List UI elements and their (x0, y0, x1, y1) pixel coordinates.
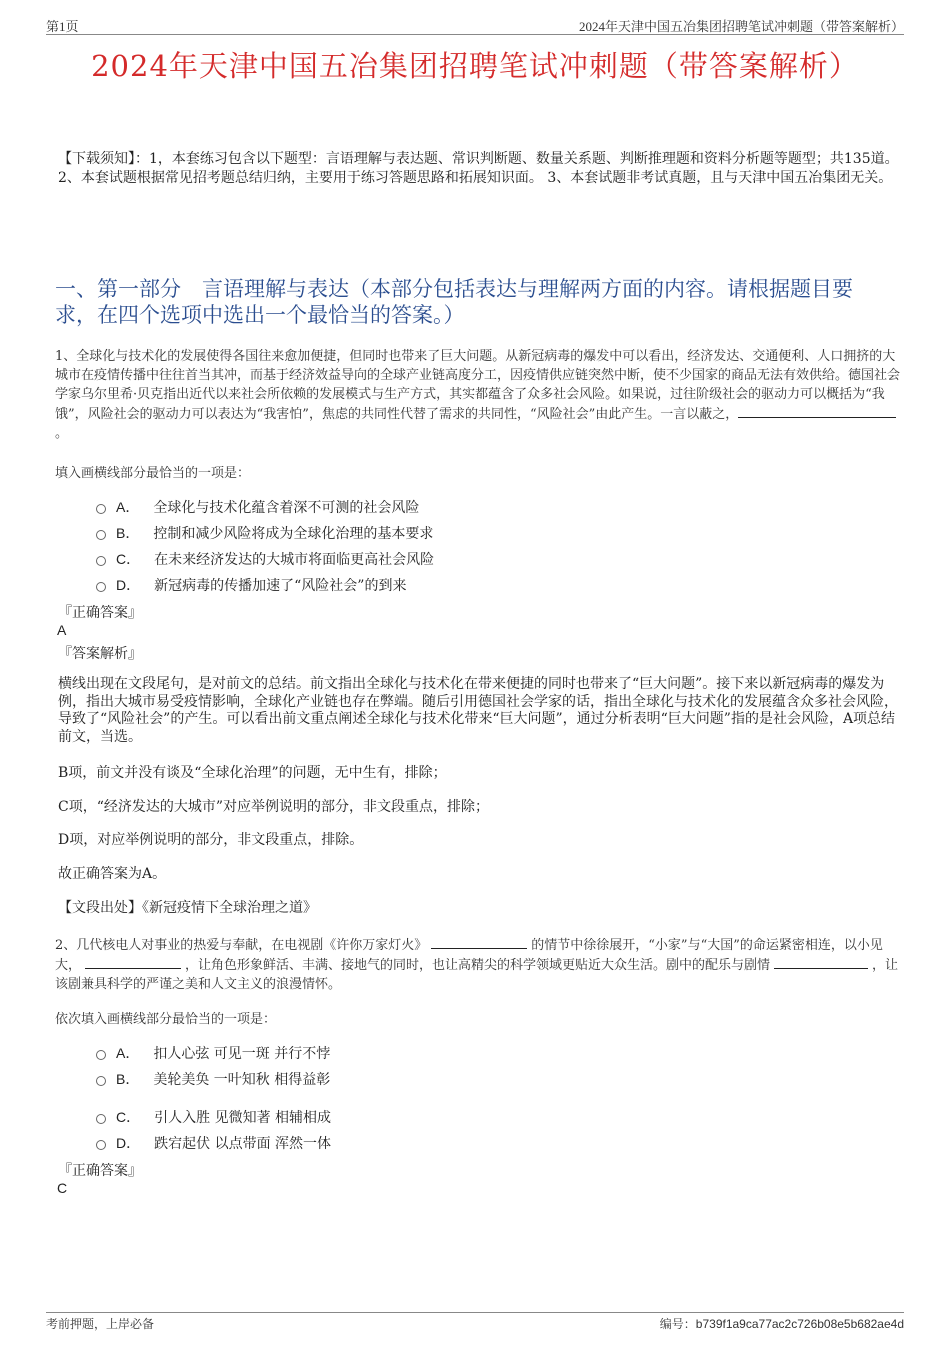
fill-blank (738, 404, 896, 418)
footer-slogan: 考前押题，上岸必备 (46, 1317, 155, 1331)
option-a[interactable]: A． 全球化与技术化蕴含着深不可测的社会风险 (96, 497, 419, 517)
page-footer (46, 1312, 904, 1333)
analysis-source: 【文段出处】《新冠疫情下全球治理之道》 (58, 900, 317, 916)
option-c[interactable]: C． 在未来经济发达的大城市将面临更高社会风险 (96, 549, 434, 569)
option-c[interactable]: C． 引人入胜 见微知著 相辅相成 (96, 1107, 331, 1127)
question-1-end: 。 (55, 426, 69, 441)
document-title: 2024年天津中国五冶集团招聘笔试冲刺题（带答案解析） (91, 49, 859, 83)
correct-answer: A (57, 622, 67, 638)
analysis-option-d: D项，对应举例说明的部分，非文段重点，排除。 (58, 832, 364, 848)
radio-icon[interactable] (96, 582, 106, 592)
radio-icon[interactable] (96, 504, 106, 514)
radio-icon[interactable] (96, 530, 106, 540)
header-title: 2024年天津中国五冶集团招聘笔试冲刺题（带答案解析） (578, 19, 904, 34)
download-notice: 【下载须知】：1，本套练习包含以下题型：言语理解与表达题、常识判断题、数量关系题、判断推理题和资料分析题等题型；共135道。 2、本套试题根据常见招考题总结归纳，主要用于练习答题思路和拓展知识面。 3、本套试题非考试真题，且与天津中国五冶集团无关。 (58, 151, 899, 186)
question-1-prompt: 填入画横线部分最恰当的一项是： (55, 466, 251, 481)
question-2-prompt: 依次填入画横线部分最恰当的一项是： (55, 1012, 277, 1027)
question-2-stem: 2、几代核电人对事业的热爱与奉献，在电视剧《许你万家灯火》 的情节中徐徐展开，“小家”与“大国”的命运紧密相连，以小见大， ，让角色形象鲜活、丰满、接地气的同时，也让高精尖的科学领域更贴近大众生活。剧中的配乐与剧情 ，让该剧兼具科学的严谨之美和人文主义的浪漫情怀。 (55, 935, 902, 994)
option-b[interactable]: B． 控制和减少风险将成为全球化治理的基本要求 (96, 523, 433, 543)
fill-blank (85, 955, 181, 969)
option-b[interactable]: B． 美轮美奂 一叶知秋 相得益彰 (96, 1069, 330, 1089)
analysis-conclusion: 故正确答案为A。 (58, 866, 167, 882)
radio-icon[interactable] (96, 1114, 106, 1124)
analysis-label: 『答案解析』 (58, 646, 142, 662)
page-header (46, 14, 904, 35)
question-1-text: 1、全球化与技术化的发展使得各国往来愈加便捷，但同时也带来了巨大问题。从新冠病毒的爆发中可以看出，经济发达、交通便利、人口拥挤的大城市在疫情传播中往往首当其冲，而基于经济效益导向的全球产业链高度分工，因疫情供应链突然中断，使不少国家的商品无法有效供给。德国社会学家乌尔里希·贝克指出近代以来社会所依赖的发展模式与生产方式，其实都蕴含了众多社会风险。如果说，过往阶级社会的驱动力可以概括为“我饿”，风险社会的驱动力可以表达为“我害怕”，焦虑的共同性代替了需求的共同性，“风险社会”由此产生。一言以蔽之， (55, 349, 901, 422)
question-1-stem (55, 347, 902, 443)
analysis-option-c: C项，“经济发达的大城市”对应举例说明的部分，非文段重点，排除； (58, 799, 490, 815)
radio-icon[interactable] (96, 1140, 106, 1150)
analysis-option-b: B项，前文并没有谈及“全球化治理”的问题，无中生有，排除； (58, 765, 447, 781)
fill-blank (774, 955, 868, 969)
fill-blank (431, 935, 527, 949)
correct-answer: C (57, 1180, 68, 1196)
option-d[interactable]: D． 跌宕起伏 以点带面 浑然一体 (96, 1133, 331, 1153)
footer-serial: 编号：b739f1a9ca77ac2c726b08e5b682ae4d (659, 1317, 904, 1331)
option-a[interactable]: A． 扣人心弦 可见一斑 并行不悖 (96, 1043, 330, 1063)
page-number: 第1页 (46, 19, 79, 34)
radio-icon[interactable] (96, 556, 106, 566)
radio-icon[interactable] (96, 1050, 106, 1060)
radio-icon[interactable] (96, 1076, 106, 1086)
correct-answer-label: 『正确答案』 (58, 605, 142, 621)
section-heading: 一、第一部分 言语理解与表达（本部分包括表达与理解两方面的内容。请根据题目要求，在四个选项中选出一个最恰当的答案。） (55, 277, 853, 327)
analysis-paragraph: 横线出现在文段尾句，是对前文的总结。前文指出全球化与技术化在带来便捷的同时也带来了“巨大问题”。接下来以新冠病毒的爆发为例，指出大城市易受疫情影响，全球化产业链也存在弊端。随后引用德国社会学家的话，指出全球化与技术化的发展蕴含众多社会风险，导致了“风险社会”的产生。可以看出前文重点阐述全球化与技术化带来“巨大问题”，通过分析表明“巨大问题”指的是社会风险，A项总结前文，当选。 (58, 676, 898, 745)
correct-answer-label: 『正确答案』 (58, 1163, 142, 1179)
option-d[interactable]: D． 新冠病毒的传播加速了“风险社会”的到来 (96, 575, 406, 595)
